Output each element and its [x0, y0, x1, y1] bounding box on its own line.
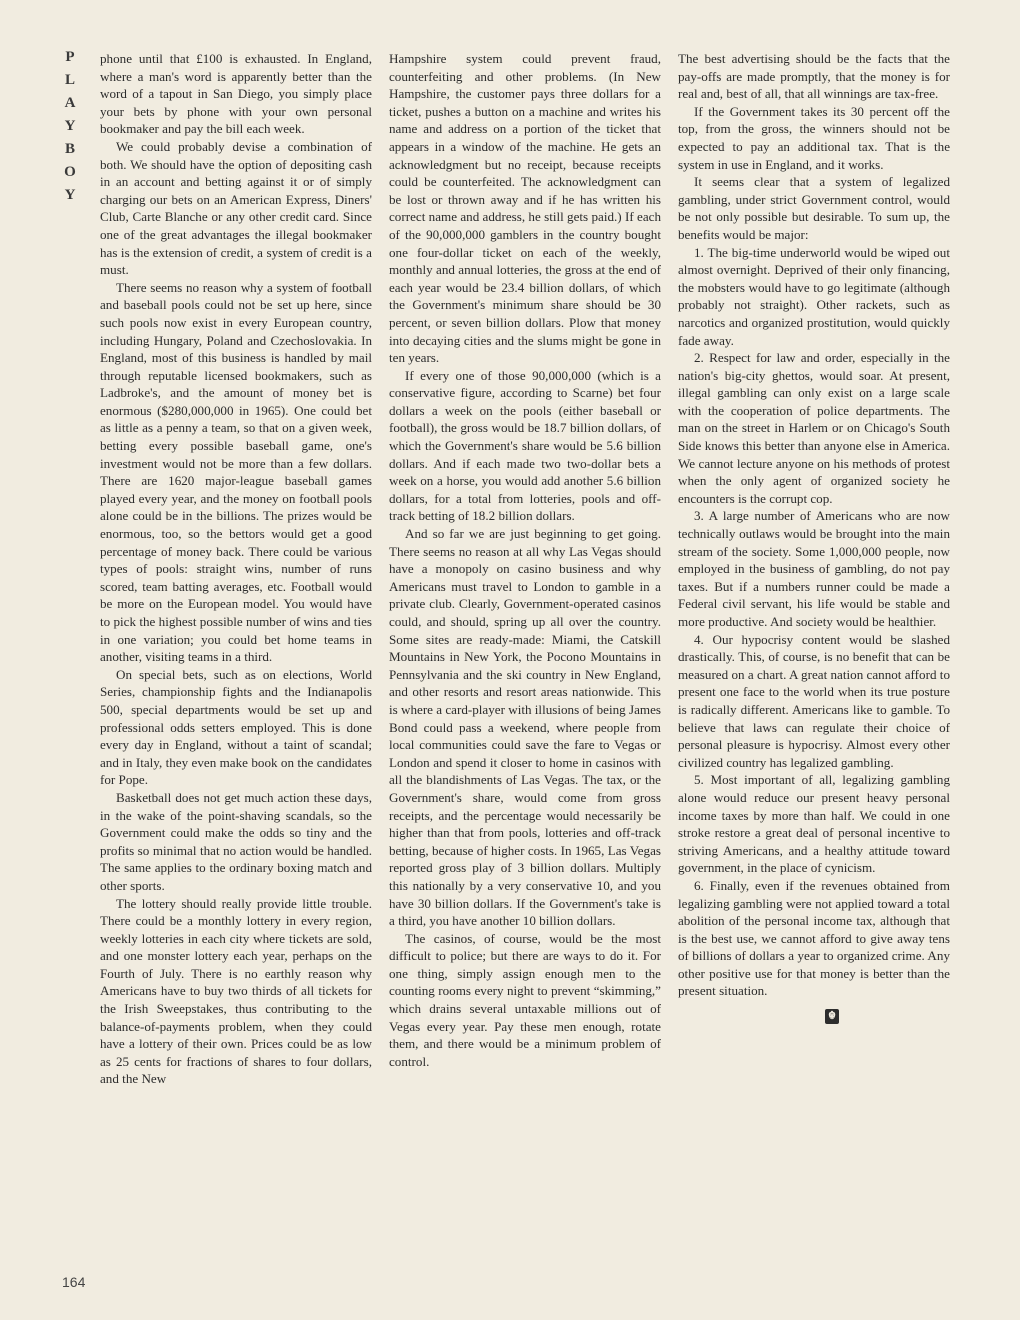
- article-paragraph: 2. Respect for law and order, especially in the nation's big-city ghettos, would soar. At present, illegal gambling can only exist on a large scale with the cooperation of police departments. The man on the street in Harlem or on Chicago's South Side knows this better than anyone else in America. We cannot lecture anyone on his methods of protest when the only agent of organized society he encounters is the corrupt cop.: [678, 350, 950, 506]
- masthead: [60, 46, 80, 207]
- article-paragraph: phone until that £100 is exhausted. In England, where a man's word is apparently better than the word of a tapout in San Diego, you simply place your bets by phone with your own personal bookmaker and pay the bill each week.: [100, 51, 372, 137]
- masthead-letter: P: [65, 49, 75, 65]
- masthead-letter: B: [64, 141, 75, 157]
- masthead-letter: O: [64, 164, 76, 180]
- article-column-1: [100, 50, 372, 1088]
- article-paragraph: We could probably devise a combination of both. We should have the option of depositing cash in an account and betting against it or of simply charging our bets on an American Express, Diners' Club, Carte Blanche or any other credit card. Since one of the great advantages the illegal bookmaker has is the extension of credit, a system of credit is a must.: [100, 138, 372, 278]
- article-paragraph: 1. The big-time underworld would be wiped out almost overnight. Deprived of their only financing, the mobsters would have to go legitimate (although probably not straight). Other rackets, such as narcotics and organized prostitution, would quickly fade away.: [678, 244, 950, 348]
- masthead-letter: Y: [64, 118, 76, 134]
- article-paragraph: 3. A large number of Americans who are now technically outlaws would be brought into the main stream of the society. Some 1,000,000 people, now employed in the business of gambling, do not pay taxes. But if a numbers runner could be made a Federal civil servant, his life would be stable and more productive. And society would be healthier.: [678, 508, 950, 629]
- article-paragraph: The best advertising should be the facts that the pay-offs are made promptly, that the money is for real and, best of all, that all winnings are tax-free.: [678, 51, 950, 102]
- article-paragraph: There seems no reason why a system of football and baseball pools could not be set up here, since such pools now exist in every European country, including Hungary, Poland and Czechoslovakia. In England, most of this business is handled by mail through reputable licensed bookmakers, such as Ladbroke's, and the amount of money bet is enormous ($280,000,000 in 1965). One could bet as little as a penny a team, so that on a given week, betting every possible baseball game, one's investment would not be more than a few dollars. There are 1620 major-league baseball games played every year, and the money on football pools alone could be in the billions. The prizes would be enormous, too, so the bettors would get a good percentage of money back. There could be various types of pools: straight wins, number of runs scored, team batting averages, etc. Football would be more on the European model. You would have to pick the highest possible number of wins and ties in one variation; you could bet home teams in another, visiting teams in a third.: [100, 279, 372, 665]
- masthead-letter: A: [64, 95, 76, 111]
- article-paragraph: The casinos, of course, would be the most difficult to police; but there are ways to do it. For one thing, simply assign enough men to the counting rooms every night to prevent “skimming,” which drains several untaxable millions out of Vegas every year. Pay these men enough, rotate them, and there would be a minimum problem of control.: [389, 930, 661, 1069]
- article-column-3: [678, 50, 950, 1024]
- article-column-2: [389, 50, 661, 1070]
- article-paragraph: It seems clear that a system of legalized gambling, under strict Government control, would be not only possible but desirable. To sum up, the benefits would be major:: [678, 174, 950, 242]
- article-paragraph: 4. Our hypocrisy content would be slashed drastically. This, of course, is no benefit that can be measured on a chart. A great nation cannot afford to present one face to the world when its true posture is radically different. Americans like to gamble. To believe that laws can regulate their choice of personal pleasure is hypocrisy. Almost every other civilized country has legalized gambling.: [678, 631, 950, 770]
- article-paragraph: On special bets, such as on elections, World Series, championship fights and the Indianapolis 500, special departments would be set up and professional odds setters employed. This is done every day in England, without a taint of scandal; and in Italy, they even make book on the candidates for Pope.: [100, 666, 372, 788]
- masthead-letter: L: [64, 72, 75, 88]
- article-paragraph: If every one of those 90,000,000 (which is a conservative figure, according to Scarne) bet four dollars a week on the pools (either baseball or football), the gross would be 18.7 billion dollars, of which the Government's share would be 5.6 billion dollars. And if each made two two-dollar bets a week on a horse, you would add another 5.6 billion dollars, for a total from lotteries, pools and off-track betting of 18.2 billion dollars.: [389, 367, 661, 524]
- article-paragraph: Basketball does not get much action these days, in the wake of the point-shaving scandals, so the Government could make the odds so tiny and the profits so minimal that no action would be handled. The same applies to the ordinary boxing match and other sports.: [100, 789, 372, 893]
- article-paragraph: Hampshire system could prevent fraud, counterfeiting and other problems. (In New Hampshire, the customer pays three dollars for a ticket, pushes a button on a machine and writes his name and address on a portion of the ticket that appears in a window of the machine. He gets an acknowledgment but no receipt, because receipts could be counterfeited. The acknowledgment can be lost or thrown away and if he has written his correct name and address, he still gets paid.) If each of the 90,000,000 gamblers in the country bought one four-dollar ticket on each of the weekly, monthly and annual lotteries, the gross at the end of each year would be 23.4 billion dollars, of which the Government's minimum share should be 30 percent, or seven billion dollars. Plow that money into decaying cities and the slums might be gone in ten years.: [389, 51, 661, 366]
- page-number: 164: [62, 1274, 86, 1290]
- article-paragraph: 6. Finally, even if the revenues obtained from legalizing gambling were not applied toward a total abolition of the personal income tax, although that is the best use, we cannot afford to give away tens of billions of dollars a year to organized crime. Any other positive use for that money is better than the present situation.: [678, 877, 950, 999]
- article-paragraph: If the Government takes its 30 percent off the top, from the gross, the winners should not be expected to pay an additional tax. That is the system in use in England, and it works.: [678, 103, 950, 172]
- end-mark-icon: ☬: [825, 1009, 839, 1024]
- article-paragraph: And so far we are just beginning to get going. There seems no reason at all why Las Vegas should have a monopoly on casino business and why Americans must travel to London to gamble in a private club. Clearly, Government-operated casinos could, and should, spring up all over the country. Some sites are ready-made: Miami, the Catskill Mountains in New York, the Pocono Mountains in Pennsylvania and the ski country in New England, and other resorts and resort areas nationwide. This is where a card-player with illusions of being James Bond could pass a weekend, where people from local communities could save the fare to Vegas or London and spend it closer to home in casinos with all the blandishments of Las Vegas. The tax, or the Government's share, would come from gross receipts, and the percentage would necessarily be higher than that from pools, lotteries and off-track betting, because of higher costs. In 1965, Las Vegas reported gross play of 3 billion dollars. Multiply this nationally by a very conservative 10, and you have 30 billion dollars. If the Government's take is a third, you have another 10 billion dollars.: [389, 526, 661, 929]
- article-paragraph: The lottery should really provide little trouble. There could be a monthly lottery in every region, weekly lotteries in each city where tickets are sold, and one monster lottery each year, perhaps on the Fourth of July. There is no earthly reason why Americans have to buy two thirds of all tickets for the Irish Sweepstakes, thus contributing to the balance-of-payments problem, when they could have a lottery of their own. Prices could be as low as 25 cents for fractions of shares to four dollars, and the New: [100, 895, 372, 1087]
- masthead-letter: Y: [64, 187, 76, 203]
- article-paragraph: 5. Most important of all, legalizing gambling alone would reduce our present heavy personal income taxes by more than half. We could in one stroke restore a great deal of personal incentive to striving Americans, and a healthy attitude toward government, in the place of cynicism.: [678, 772, 950, 876]
